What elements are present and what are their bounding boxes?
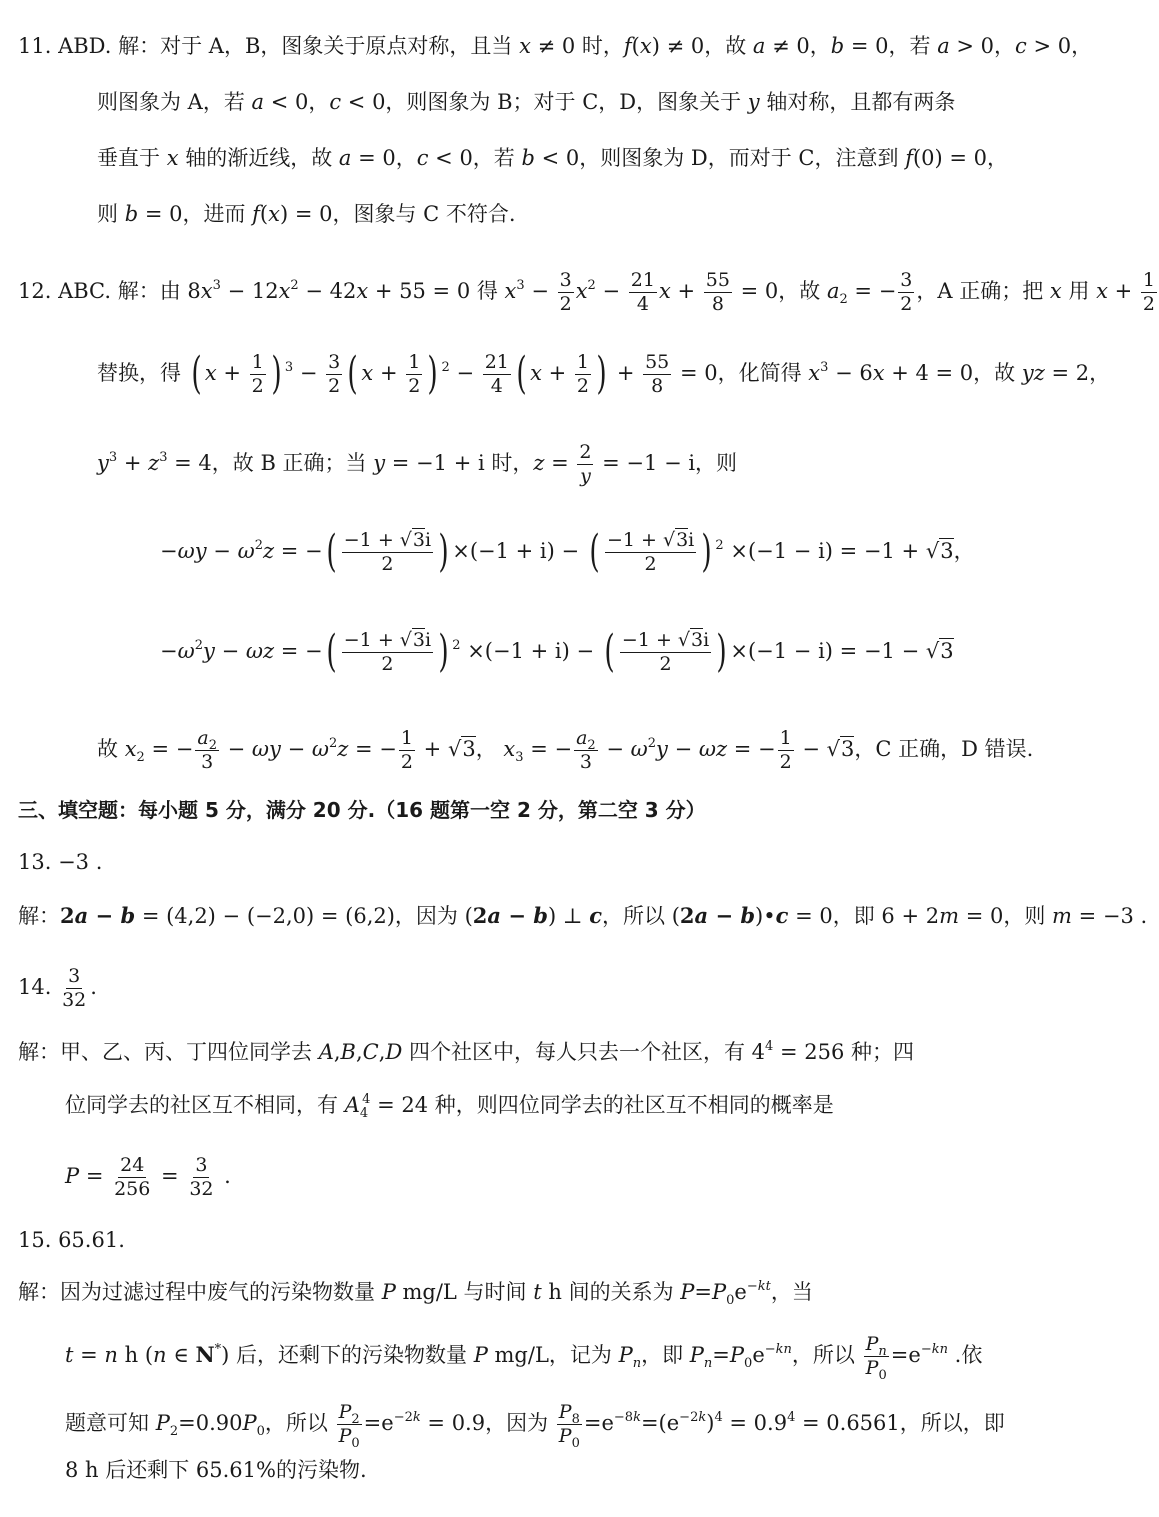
q12-equation-1: $-\omega y - \omega^2z$ = −( $\frac{-1 + √3i}{2}$ ) ×(−1 + i) − ( $\frac{-1 + √3i}{2}$ ) $^2$ ×(−1 − i) = −1 + √3，: [160, 526, 975, 578]
q12-line1: 12. ABC. 解：由 $8x^3 - 12x^2 - 42x + 55 = 0$ 得 $x^3$ − $\frac{3}{2}$ $x^2$ − $\frac{21}{4}$ x + $\frac{55}{8}$ = 0，故 $a_2$ = − $\frac{3}{2}$ ，A 正确；把 x 用 x + $\frac{1}{2}$: [18, 269, 1156, 315]
q15-line4: 8 h 后还剩下 65.61%的污染物.: [65, 1458, 367, 1482]
q15-answer: 15. 65.61.: [18, 1228, 125, 1252]
q12-line3: $y^3 + z^3 = 4$，故 B 正确；当 y = −1 + i 时，z = $\frac{2}{y}$ = −1 − i，则: [97, 441, 738, 487]
q14-line2: 位同学去的社区互不相同，有 $A_4^4 = 24$ 种，则四位同学去的社区互不相同的概率是: [65, 1092, 834, 1121]
q15-line2: t = n h (n ∈ N*) 后，还剩下的污染物数量 P mg/L，记为 $P_n$，即 $P_n=P_0e^{-kn}$，所以 $\frac{P_n}{P_0}$ $=e^{-kn}$ .依: [65, 1333, 983, 1383]
q14-line1: 解：甲、乙、丙、丁四位同学去 A,B,C,D 四个社区中，每人只去一个社区，有 $4^4 = 256$ 种；四: [18, 1039, 914, 1064]
q13-solution: 解：2a − b = (4,2) − (−2,0) = (6,2)，因为 (2a − b) ⊥ c，所以 (2a − b)•c = 0，即 6 + 2m = 0，则 m = −3 .: [18, 903, 1148, 928]
q11-line1: 11. ABD. 解：对于 A，B，图象关于原点对称，且当 x ≠ 0 时，f(x) ≠ 0，故 a ≠ 0，b = 0，若 a > 0，c > 0，: [18, 34, 1093, 58]
q14-line3: P = $\frac{24}{256}$ = $\frac{3}{32}$ .: [65, 1154, 231, 1200]
q15-line1: 解：因为过滤过程中废气的污染物数量 P mg/L 与时间 t h 间的关系为 $P=P_0e^{-kt}$，当: [18, 1279, 813, 1308]
q13-answer: 13. −3 .: [18, 850, 103, 874]
q15-line3: 题意可知 $P_2=0.90P_0$，所以 $\frac{P_2}{P_0}$ $=e^{-2k} = 0.9$，因为 $\frac{P_8}{P_0}$ $=e^{-8k}=(e^{-2k})^4 = 0.9^4 = 0.6561$，所以，即: [65, 1401, 1005, 1451]
q12-line4: 故 $x_2$ = − $\frac{a_2}{3}$ − $\omega y - \omega^2z$ = − $\frac{1}{2}$ + √3， $x_3$ = − $\frac{a_2}{3}$ − $\omega^2y - \omega z$ = − $\frac{1}{2}$ − √3，C 正确，D 错误.: [97, 727, 1034, 773]
q12-line2: 替换，得 ( x + $\frac{1}{2}$ ) $^3$ − $\frac{3}{2}$ ( x + $\frac{1}{2}$ ) $^2$ − $\frac{21}{4}$ ( x + $\frac{1}{2}$ ) + $\frac{55}{8}$ = 0，化简得 $x^3 - 6x + 4 = 0$，故 yz = 2，: [97, 348, 1111, 400]
q11-line2: 则图象为 A，若 a < 0，c < 0，则图象为 B；对于 C，D，图象关于 y 轴对称，且都有两条: [97, 90, 956, 114]
section-heading-fill-in: 三、填空题：每小题 5 分，满分 20 分.（16 题第一空 2 分，第二空 3 分）: [18, 798, 706, 822]
q11-line4: 则 b = 0，进而 f(x) = 0，图象与 C 不符合.: [97, 202, 516, 226]
q11-line3: 垂直于 x 轴的渐近线，故 a = 0，c < 0，若 b < 0，则图象为 D，而对于 C，注意到 f(0) = 0，: [97, 146, 1009, 170]
q12-equation-2: $-\omega^2y - \omega z$ = −( $\frac{-1 + √3i}{2}$ ) $^2$ ×(−1 + i) − ( $\frac{-1 + √3i}{2}$ ) ×(−1 − i) = −1 − √3: [160, 626, 954, 678]
q14-answer: 14. $\frac{3}{32}$ .: [18, 965, 97, 1011]
